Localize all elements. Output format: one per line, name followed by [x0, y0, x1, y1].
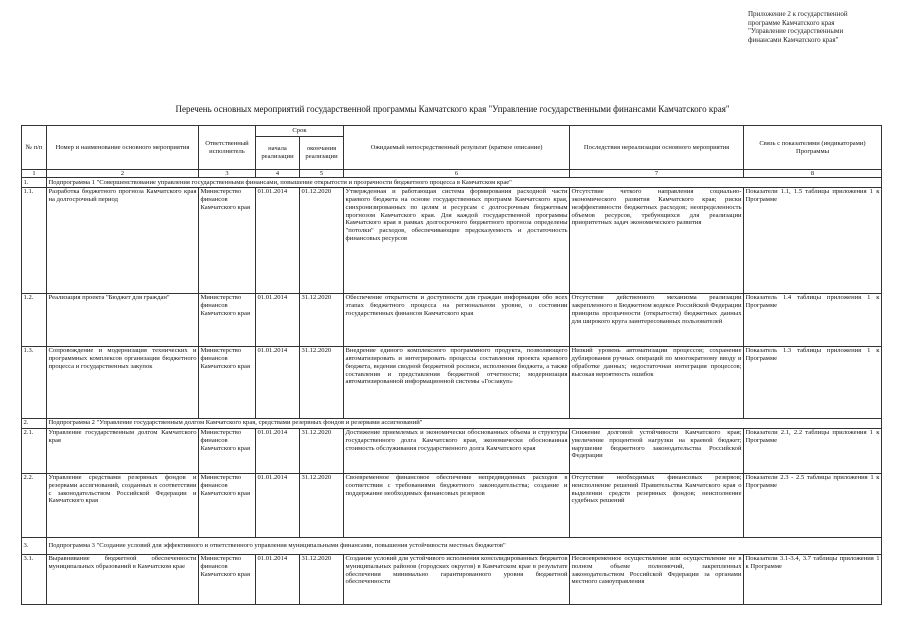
- row-name: Выравнивание бюджетной обеспеченности муниципальных образований в Камчатском крае: [47, 554, 199, 604]
- subprogram-num: 3.: [22, 537, 47, 554]
- header-start: начала реализации: [256, 137, 300, 170]
- row-consequences: Несвоевременное осуществление или осуществление не в полном объеме полномочий, закрепленных законодательством Российской Федерации за органами местного самоуправления: [570, 554, 744, 604]
- subprogram-title: Подпрограмма 1 "Совершенствование управления государственными финансами, повышение открытости и прозрачности бюджетного процесса в Камчатском крае": [47, 178, 882, 188]
- table-row: [22, 187, 882, 293]
- row-executor: Министерство финансов Камчатского края: [199, 473, 256, 537]
- table-row: [22, 293, 882, 346]
- row-link: Показатели 3.1-3.4, 3.7 таблицы приложения 1 к Программе: [744, 554, 882, 604]
- header-executor: Ответственный исполнитель: [199, 126, 256, 170]
- table-row: [22, 346, 882, 418]
- row-result: Своевременное финансовое обеспечение непредвиденных расходов в соответствии с требованиями бюджетного законодательства; создание и поддержание необходимых финансовых резервов: [344, 473, 570, 537]
- row-link: Показатели 1.1, 1.5 таблицы приложения 1 к Программе: [744, 187, 882, 293]
- subprogram-title: Подпрограмма 3 "Создание условий для эффективного и ответственного управления муниципальными финансами, повышения устойчивости местных бюджетов": [47, 537, 882, 554]
- header-term: Срок: [256, 126, 344, 137]
- row-end: 31.12.2020: [300, 346, 344, 418]
- row-num: 1.1.: [22, 187, 47, 293]
- row-name: Управление государственным долгом Камчатского края: [47, 428, 199, 473]
- row-start: 01.01.2014: [256, 187, 300, 293]
- row-result: Внедрение единого комплексного программного продукта, позволяющего автоматизировать и интегрировать процессы составления проекта краевого бюджета, ведения сводной бюджетной росписи, исполнения бюджета, а также составления и представления бюджетной отчетности; модернизация автоматизированной информационной системы «Госзакуп»: [344, 346, 570, 418]
- document-title: Перечень основных мероприятий государственной программы Камчатского края "Управление государственными финансами Камчатского края": [175, 104, 730, 114]
- row-name: Реализация проекта "Бюджет для граждан": [47, 293, 199, 346]
- row-consequences: Низкий уровень автоматизации процессов; сохранение дублирования ручных операций по многократному вводу и обработке данных; недостаточная интеграция процессов; высокая вероятность ошибок: [570, 346, 744, 418]
- row-executor: Министерство финансов Камчатского края: [199, 428, 256, 473]
- row-name: Разработка бюджетного прогноза Камчатского края на долгосрочный период: [47, 187, 199, 293]
- row-end: 01.12.2020: [300, 187, 344, 293]
- subprogram-row: [22, 418, 882, 428]
- row-result: Обеспечение открытости и доступности для граждан информации обо всех этапах бюджетного процесса на региональном уровне, о состоянии государственных финансов Камчатского края: [344, 293, 570, 346]
- table-row: [22, 554, 882, 604]
- header-link: Связь с показателями (индикаторами) Программы: [744, 126, 882, 170]
- row-link: Показатель 1.4 таблицы приложения 1 к Программе: [744, 293, 882, 346]
- row-start: 01.01.2014: [256, 554, 300, 604]
- col-number: 2: [47, 170, 199, 178]
- appendix-line: программе Камчатского края: [748, 18, 835, 27]
- row-num: 2.1.: [22, 428, 47, 473]
- header-result: Ожидаемый непосредственный результат (краткое описание): [344, 126, 570, 170]
- row-link: Показатели 2.1, 2.2 таблицы приложения 1 к Программе: [744, 428, 882, 473]
- header-consequences: Последствия нереализации основного мероприятия: [570, 126, 744, 170]
- appendix-line: Приложение 2 к государственной: [748, 10, 848, 18]
- row-num: 1.3.: [22, 346, 47, 418]
- appendix-line: "Управление государственными: [748, 27, 844, 36]
- row-result: Создание условий для устойчивого исполнения консолидированных бюджетов муниципальных районов (городских округов) в Камчатском крае в результате обеспечения минимально гарантированного уровня бюджетной обеспеченности: [344, 554, 570, 604]
- column-number-row: [22, 170, 882, 178]
- subprogram-num: 2.: [22, 418, 47, 428]
- table-row: [22, 428, 882, 473]
- row-result: Утвержденная и работающая система формирования расходной части краевого бюджета на основе государственных программ Камчатского края, синхронизированных по целям и ресурсам с долгосрочным бюджетным прогнозом Камчатского края. Для каждой государственной программы Камчатского края в рамках долгосрочного бюджетного прогноза определены "потолки" расходов, обеспечивающие предсказуемость и достаточность финансовых ресурсов: [344, 187, 570, 293]
- measures-table: [21, 125, 882, 605]
- row-end: 31.12.2020: [300, 554, 344, 604]
- row-start: 01.01.2014: [256, 428, 300, 473]
- subprogram-row: [22, 178, 882, 188]
- row-num: 3.1.: [22, 554, 47, 604]
- row-start: 01.01.2014: [256, 346, 300, 418]
- subprogram-row: [22, 537, 882, 554]
- row-end: 31.12.2020: [300, 293, 344, 346]
- header-end: окончания реализации: [300, 137, 344, 170]
- row-executor: Министерство финансов Камчатского края: [199, 346, 256, 418]
- row-consequences: Отсутствие необходимых финансовых резервов; неисполнение решений Правительства Камчатского края о выделении средств резервных фондов; неисполнение судебных решений: [570, 473, 744, 537]
- col-number: 4: [256, 170, 300, 178]
- row-executor: Министерство финансов Камчатского края: [199, 293, 256, 346]
- table-row: [22, 473, 882, 537]
- col-number: 3: [199, 170, 256, 178]
- subprogram-num: 1.: [22, 178, 47, 188]
- row-name: Управление средствами резервных фондов и резервами ассигнований, созданных в соответствии с законодательством Российской Федерации и Камчатского края: [47, 473, 199, 537]
- header-row: [22, 126, 882, 137]
- col-number: 7: [570, 170, 744, 178]
- col-number: 6: [344, 170, 570, 178]
- header-num: № п/п: [22, 126, 47, 170]
- row-executor: Министерство финансов Камчатского края: [199, 554, 256, 604]
- row-end: 31.12.2020: [300, 473, 344, 537]
- row-end: 31.12.2020: [300, 428, 344, 473]
- appendix-line: финансами Камчатского края": [748, 35, 839, 44]
- row-executor: Министерство финансов Камчатского края: [199, 187, 256, 293]
- col-number: 5: [300, 170, 344, 178]
- row-start: 01.01.2014: [256, 293, 300, 346]
- row-result: Достижение приемлемых и экономически обоснованных объема и структуры государственного долга Камчатского края, экономически обоснованная стоимость обслуживания государственного долга Камчатского края: [344, 428, 570, 473]
- row-name: Сопровождение и модернизация технических и программных комплексов организации бюджетного процесса и государственных закупок: [47, 346, 199, 418]
- row-start: 01.01.2014: [256, 473, 300, 537]
- row-consequences: Снижение долговой устойчивости Камчатского края; увеличение процентной нагрузки на краевой бюджет; нарушение бюджетного законодательства Российской Федерации: [570, 428, 744, 473]
- row-num: 1.2.: [22, 293, 47, 346]
- row-consequences: Отсутствие действенного механизма реализации закрепленного в Бюджетном кодексе Российской Федерации принципа прозрачности (открытости) бюджетных данных для широкого круга заинтересованных пользователей: [570, 293, 744, 346]
- subprogram-title: Подпрограмма 2 "Управление государственным долгом Камчатского края, средствами резервных фондов и резервами ассигнований": [47, 418, 882, 428]
- row-consequences: Отсутствие четкого направления социально-экономического развития Камчатского края; риски неэффективности бюджетных расходов; неопределенность объемов ресурсов, требующихся для реализации приоритетных задач экономического развития: [570, 187, 744, 293]
- header-name: Номер и наименование основного мероприятия: [47, 126, 199, 170]
- row-num: 2.2.: [22, 473, 47, 537]
- row-link: Показатели 2.3 - 2.5 таблицы приложения 1 к Программе: [744, 473, 882, 537]
- col-number: 8: [744, 170, 882, 178]
- row-link: Показатель 1.3 таблицы приложения 1 к Программе: [744, 346, 882, 418]
- col-number: 1: [22, 170, 47, 178]
- appendix-note: [748, 10, 898, 44]
